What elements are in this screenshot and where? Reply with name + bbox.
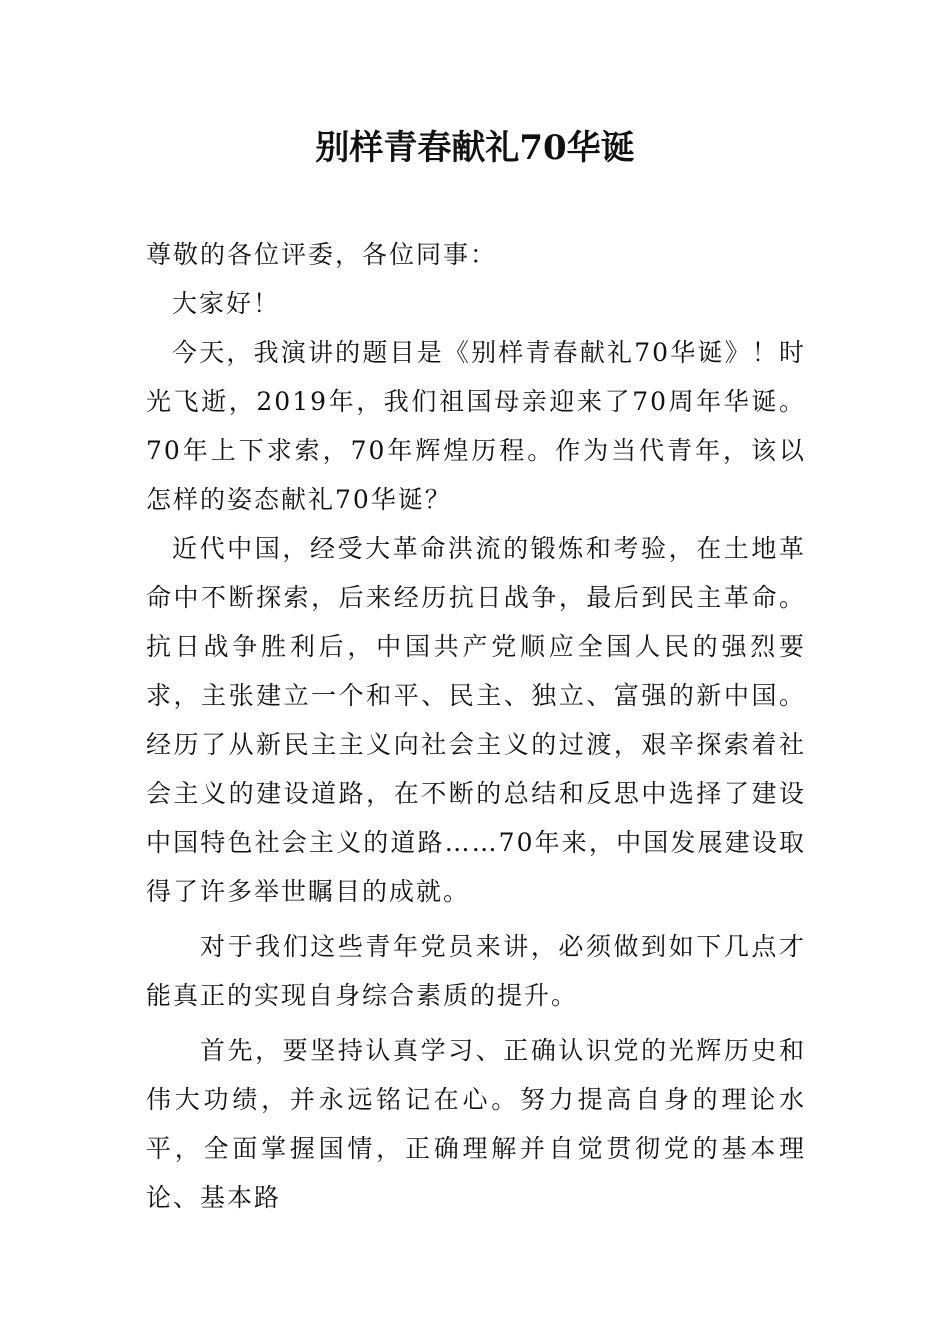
paragraph-requirements: 对于我们这些青年党员来讲，必须做到如下几点才能真正的实现自身综合素质的提升。 — [146, 932, 806, 1010]
document-title: 别样青春献礼70华诞 — [315, 128, 635, 168]
paragraph-intro: 今天，我演讲的题目是《别样青春献礼70华诞》！时光飞逝，2019年，我们祖国母亲迎来了70周年华诞。70年上下求索，70年辉煌历程。作为当代青年，该以怎样的姿态献礼70华诞？ — [146, 338, 806, 514]
paragraph-first-point: 首先，要坚持认真学习、正确认识党的光辉历史和伟大功绩，并永远铭记在心。努力提高自身的理论水平，全面掌握国情，正确理解并自觉贯彻党的基本理论、基本路 — [146, 1036, 806, 1212]
greeting: 大家好！ — [172, 289, 281, 318]
document-body — [146, 230, 806, 1222]
salutation: 尊敬的各位评委，各位同事： — [146, 240, 498, 269]
paragraph-history: 近代中国，经受大革命洪流的锻炼和考验，在土地革命中不断探索，后来经历抗日战争，最后到民主革命。抗日战争胜利后，中国共产党顺应全国人民的强烈要求，主张建立一个和平、民主、独立、富强的新中国。经历了从新民主主义向社会主义的过渡，艰辛探索着社会主义的建设道路，在不断的总结和反思中选择了建设中国特色社会主义的道路……70年来，中国发展建设取得了许多举世瞩目的成就。 — [146, 534, 806, 906]
